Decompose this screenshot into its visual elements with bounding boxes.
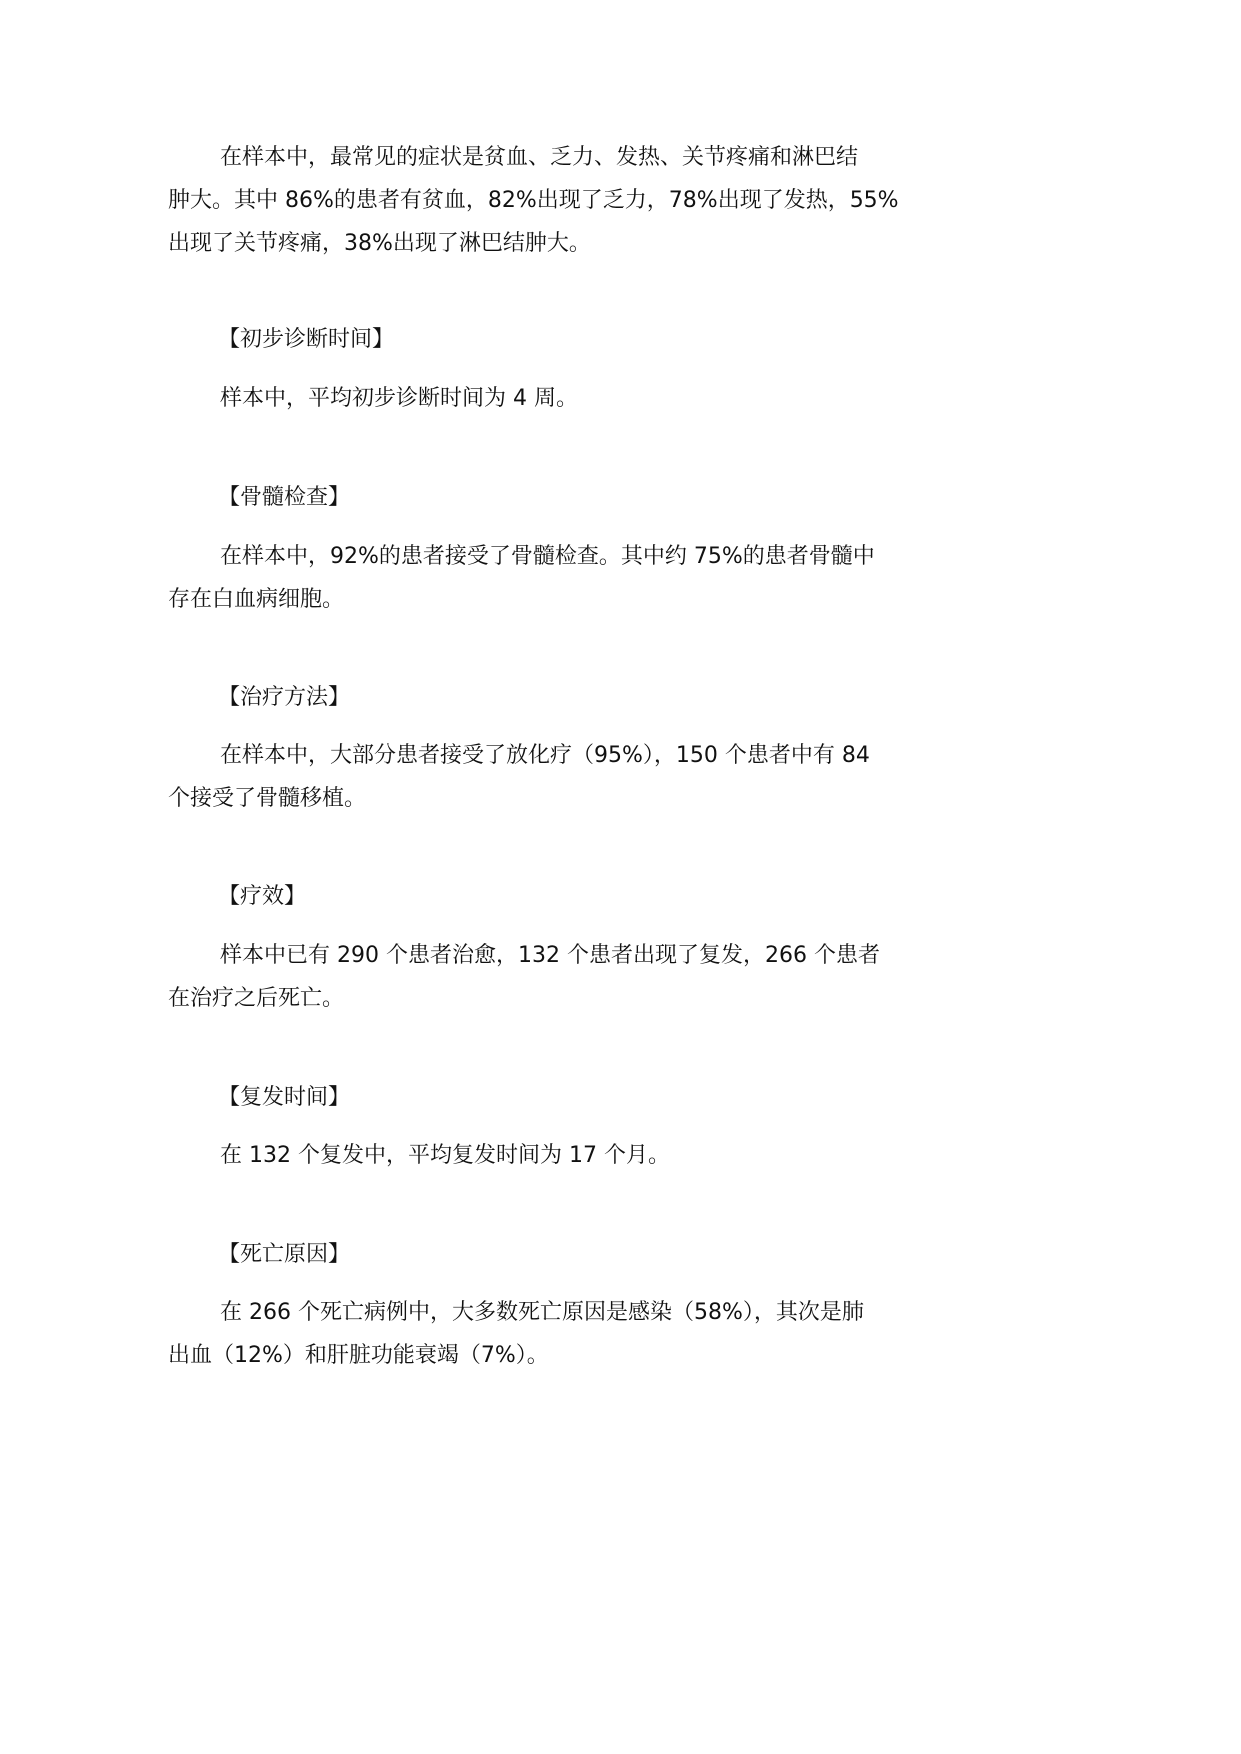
death-line-2: 出血（12%）和肝脏功能衰竭（7%）。 xyxy=(168,1343,549,1368)
marrow-line-2: 存在白血病细胞。 xyxy=(168,587,345,612)
death-paragraph xyxy=(168,1291,968,1377)
efficacy-heading: 【疗效】 xyxy=(218,884,307,909)
symptoms-paragraph xyxy=(168,136,968,265)
diagnosis-paragraph: 样本中，平均初步诊断时间为 4 周。 xyxy=(220,386,578,411)
marrow-heading: 【骨髓检查】 xyxy=(218,485,351,510)
marrow-line-1: 在样本中，92%的患者接受了骨髓检查。其中约 75%的患者骨髓中 xyxy=(220,544,875,569)
symptoms-line-3: 出现了关节疼痛，38%出现了淋巴结肿大。 xyxy=(168,231,591,256)
symptoms-line-2: 肿大。其中 86%的患者有贫血，82%出现了乏力，78%出现了发热，55% xyxy=(168,188,899,213)
diagnosis-heading: 【初步诊断时间】 xyxy=(218,327,395,352)
efficacy-line-1: 样本中已有 290 个患者治愈，132 个患者出现了复发，266 个患者 xyxy=(220,943,880,968)
death-line-1: 在 266 个死亡病例中，大多数死亡原因是感染（58%），其次是肺 xyxy=(220,1300,864,1325)
treatment-line-1: 在样本中，大部分患者接受了放化疗（95%），150 个患者中有 84 xyxy=(220,743,870,768)
efficacy-paragraph xyxy=(168,934,968,1020)
treatment-paragraph xyxy=(168,734,968,820)
efficacy-line-2: 在治疗之后死亡。 xyxy=(168,986,345,1011)
treatment-line-2: 个接受了骨髓移植。 xyxy=(168,786,367,811)
symptoms-line-1: 在样本中，最常见的症状是贫血、乏力、发热、关节疼痛和淋巴结 xyxy=(220,145,859,170)
relapse-paragraph: 在 132 个复发中，平均复发时间为 17 个月。 xyxy=(220,1143,670,1168)
treatment-heading: 【治疗方法】 xyxy=(218,685,351,710)
relapse-heading: 【复发时间】 xyxy=(218,1085,351,1110)
death-heading: 【死亡原因】 xyxy=(218,1242,351,1267)
marrow-paragraph xyxy=(168,535,968,621)
